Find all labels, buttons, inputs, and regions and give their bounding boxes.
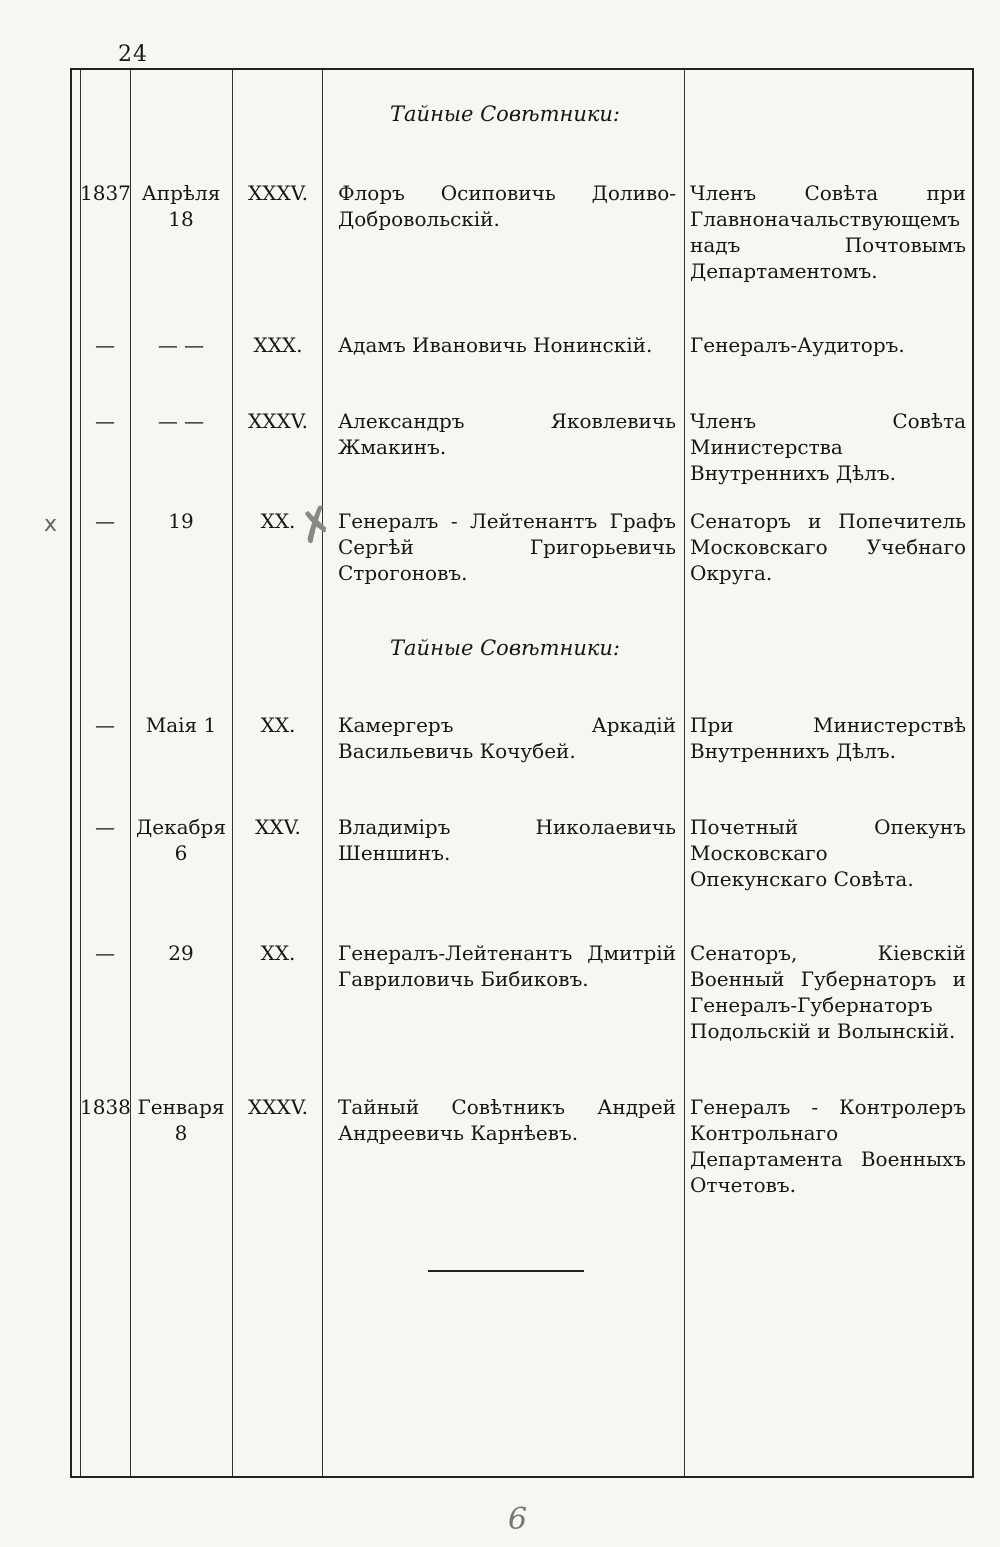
name-cell: Адамъ Ивановичь Нонинскій. xyxy=(338,333,653,357)
margin-pencil-mark: х xyxy=(44,512,58,537)
bottom-pencil-mark: 6 xyxy=(508,1502,528,1537)
name-cell: Александръ Яковлевичь Жмакинъ. xyxy=(338,409,676,459)
post-cell: Почетный Опекунъ Московскаго Опекунскаго Совѣта. xyxy=(690,815,966,891)
section-heading: Тайные Совѣтники: xyxy=(390,102,620,126)
name-cell: Владиміръ Николаевичь Шеншинъ. xyxy=(338,815,676,865)
page-number: 24 xyxy=(118,42,148,67)
year-cell: — xyxy=(95,815,115,839)
post-cell: При Министерствѣ Внутреннихъ Дѣлъ. xyxy=(690,713,966,763)
order-cell: XXV. xyxy=(255,815,301,839)
order-cell: XXXV. xyxy=(247,181,309,205)
order-cell: XXXV. xyxy=(247,409,309,433)
section-heading: Тайные Совѣтники: xyxy=(390,636,620,660)
date-cell: 19 xyxy=(168,509,194,533)
pencil-check-icon: ✗ xyxy=(290,495,343,556)
post-cell: Сенаторъ и Попечитель Московскаго Учебнаго Округа. xyxy=(690,509,966,585)
name-cell: Тайный Совѣтникъ Андрей Андреевичь Карнѣевъ. xyxy=(338,1095,676,1145)
year-cell: — xyxy=(95,333,115,357)
date-cell: Декабря 6 xyxy=(136,815,226,865)
date-cell: Маія 1 xyxy=(145,713,217,737)
date-cell: Апрѣля 18 xyxy=(141,181,221,231)
post-cell: Генералъ-Аудиторъ. xyxy=(690,333,905,357)
name-cell: Флоръ Осиповичь Доливо-Добровольскій. xyxy=(338,181,676,231)
order-cell: XX. xyxy=(260,941,296,965)
date-cell: — — xyxy=(157,333,205,357)
post-cell: Членъ Совѣта при Главноначальствующемъ надъ Почтовымъ Департаментомъ. xyxy=(690,181,966,283)
date-cell: — — xyxy=(157,409,205,433)
closing-rule xyxy=(428,1270,584,1272)
name-cell: Генералъ - Лейтенантъ Графъ Сергѣй Григорьевичь Строгоновъ. xyxy=(338,509,676,585)
year-cell: 1837 xyxy=(80,181,131,205)
post-cell: Генералъ - Контролеръ Контрольнаго Департамента Военныхъ Отчетовъ. xyxy=(690,1095,966,1197)
year-cell: — xyxy=(95,713,115,737)
order-cell: XX. xyxy=(260,509,296,533)
post-cell: Членъ Совѣта Министерства Внутреннихъ Дѣлъ. xyxy=(690,409,966,485)
table-content xyxy=(70,68,974,1478)
year-cell: — xyxy=(95,941,115,965)
name-cell: Камергеръ Аркадій Васильевичь Кочубей. xyxy=(338,713,676,763)
post-cell: Сенаторъ, Кіевскій Военный Губернаторъ и Генералъ-Губернаторъ Подольскій и Волынскій. xyxy=(690,941,966,1043)
order-cell: XXX. xyxy=(253,333,303,357)
date-cell: Генваря 8 xyxy=(137,1095,225,1145)
year-cell: — xyxy=(95,509,115,533)
year-cell: — xyxy=(95,409,115,433)
year-cell: 1838 xyxy=(80,1095,131,1119)
name-cell: Генералъ-Лейтенантъ Дмитрій Гавриловичь Бибиковъ. xyxy=(338,941,676,991)
order-cell: XXXV. xyxy=(247,1095,309,1119)
order-cell: XX. xyxy=(260,713,296,737)
date-cell: 29 xyxy=(168,941,194,965)
